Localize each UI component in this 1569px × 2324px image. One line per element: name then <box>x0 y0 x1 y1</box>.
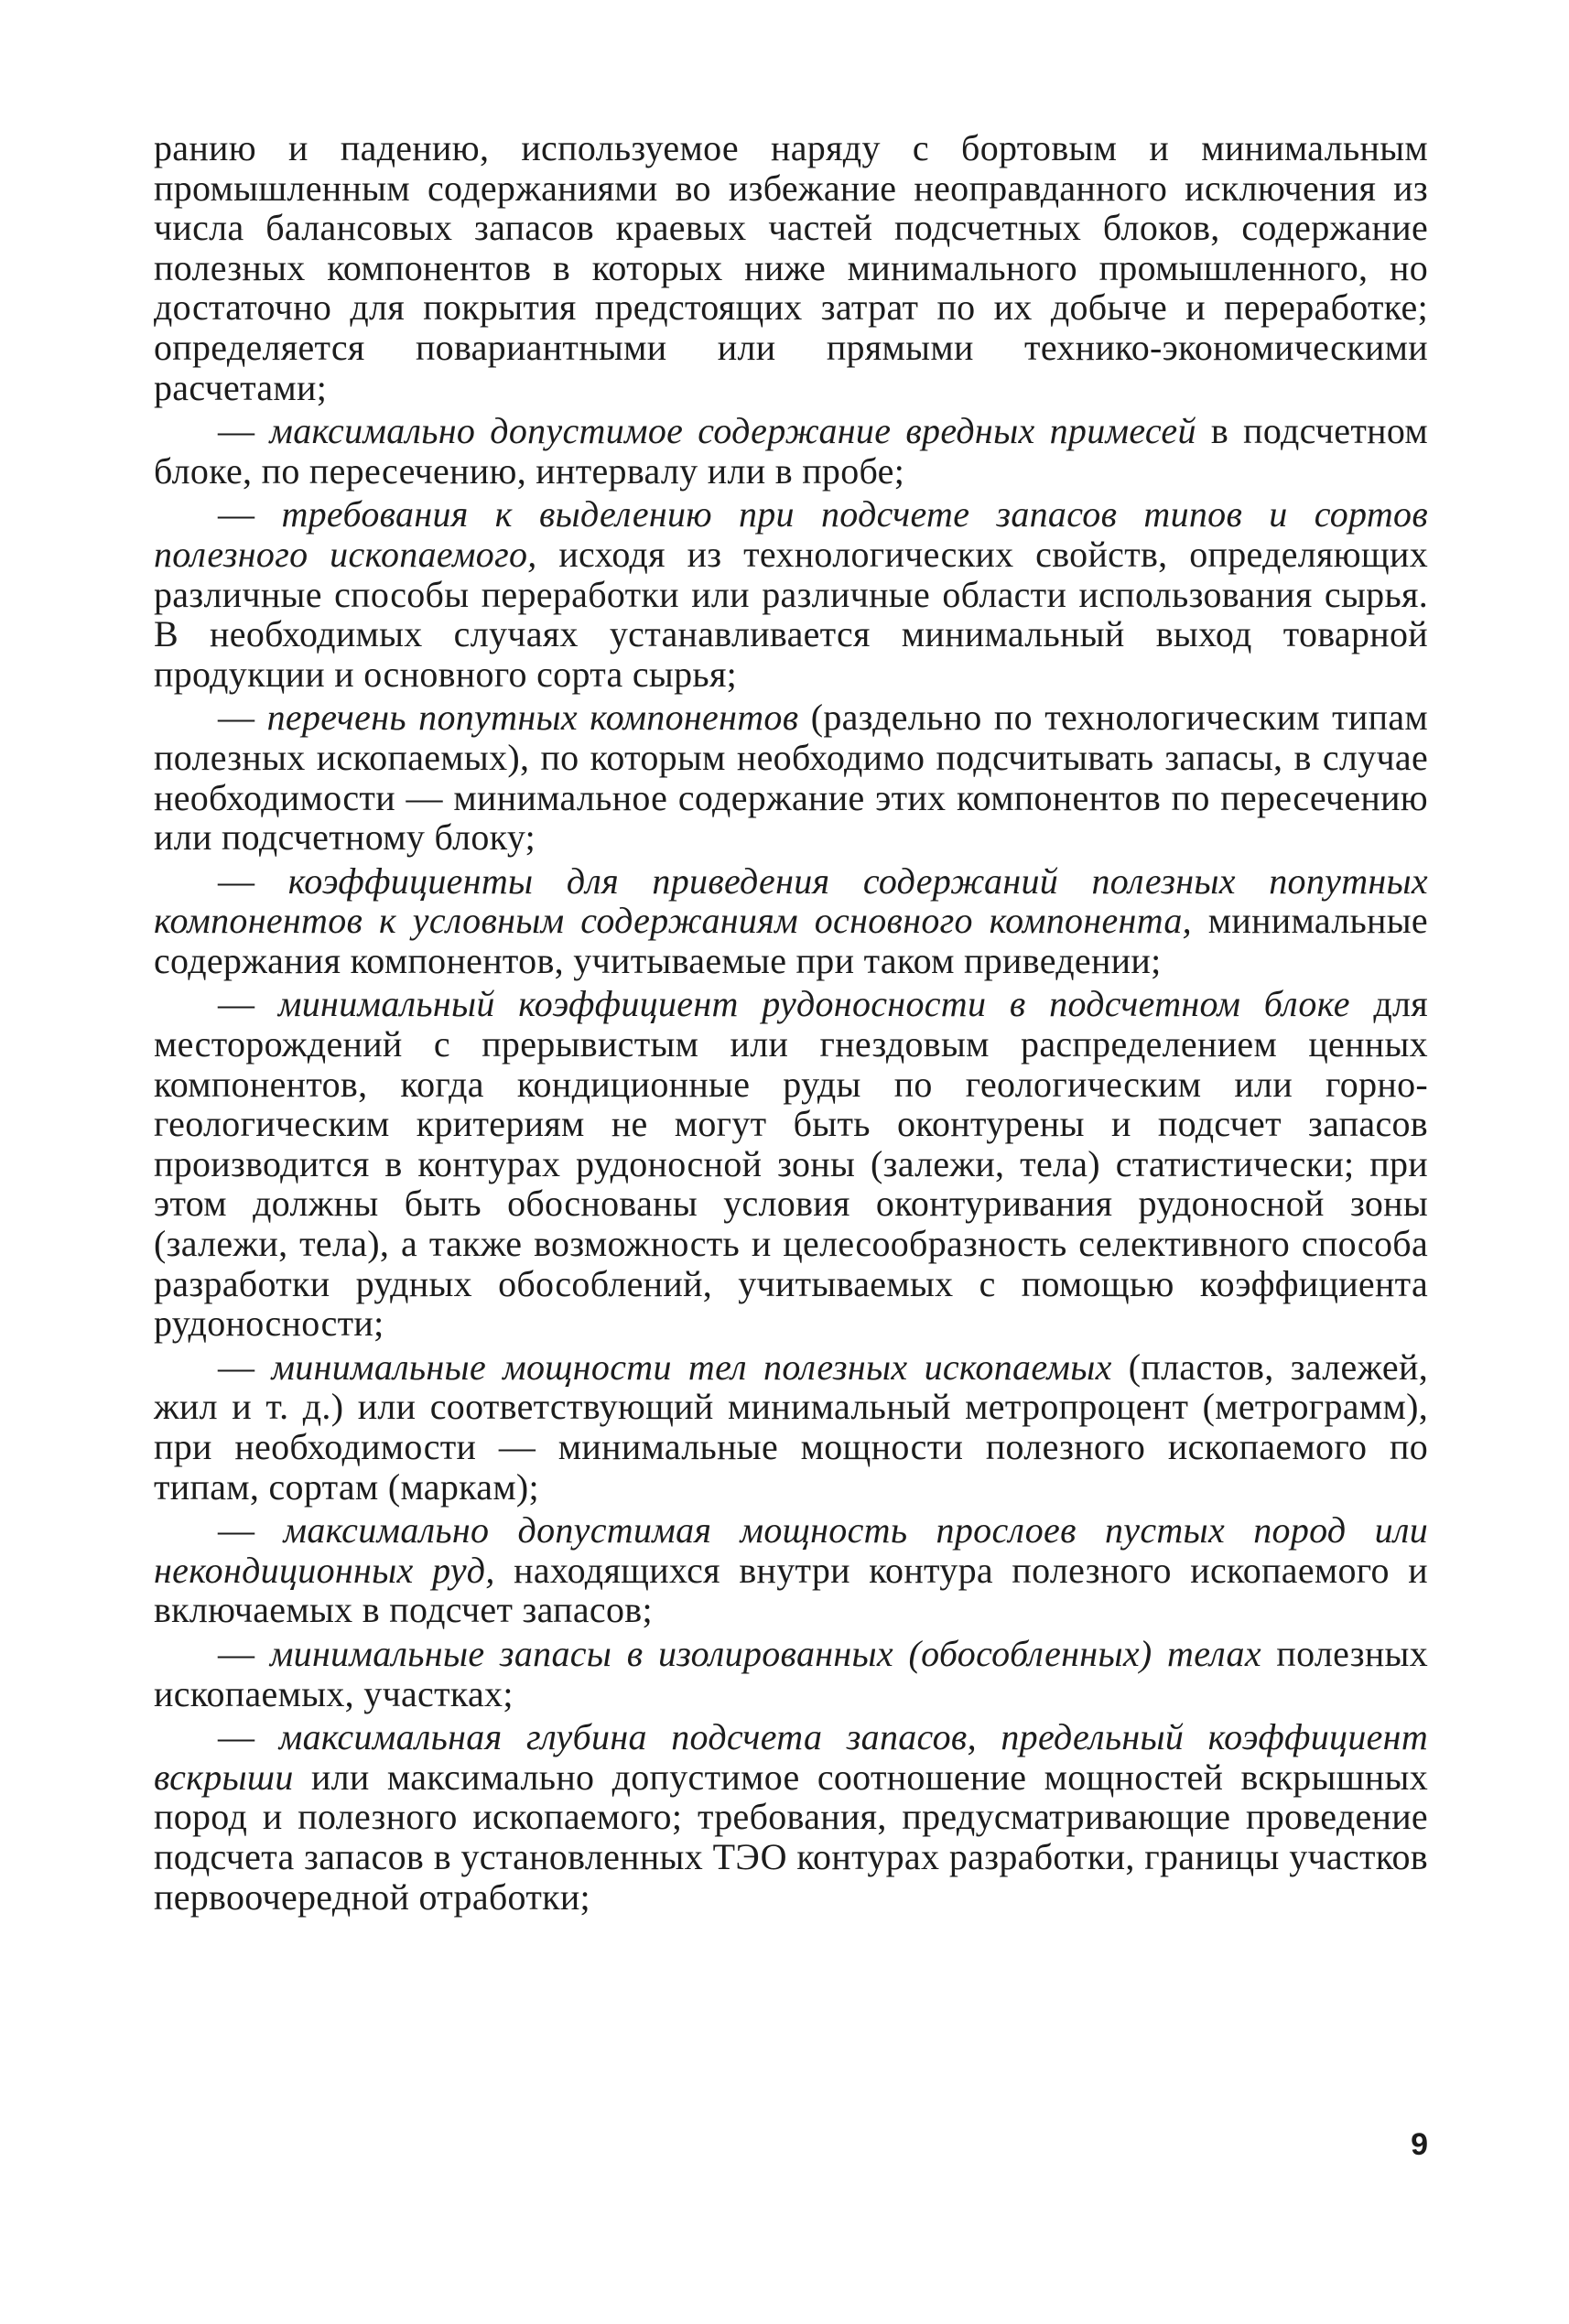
paragraph-text: исходя из технологических свойств, определяющих различные способы переработки или различные области использования сырья. В необходимых случаях устанавливается минимальный выход товарной продукции и основного сорта сырья; <box>154 533 1428 695</box>
term-max-depth-stripping-ratio: максимальная глубина подсчета запасов, предельный коэффициент вскрыши <box>154 1716 1429 1798</box>
page-body <box>154 128 1428 1917</box>
paragraph-text: для месторождений с прерывистым или гнездовым распределением ценных компонентов, когда кондиционные руды по геологическим или горно-геологическим критериям не могут быть оконтурены и подсчет запасов производится в контурах рудоносной зоны (залежи, тела) статистически; при этом должны быть обоснованы условия оконтуривания рудоносной зоны (залежи, тела), а также возможность и целесообразность селективного способа разработки рудных обособлений, учитываемых с помощью коэффициента рудоносности; <box>154 983 1429 1345</box>
dash-lead: — <box>218 1632 270 1674</box>
paragraph-text: находящихся внутри контура полезного ископаемого и включаемых в подсчет запасов; <box>154 1549 1428 1631</box>
paragraph-text: полезных ископаемых, участках; <box>154 1632 1429 1714</box>
paragraph-10 <box>154 1717 1428 1917</box>
term-minimal-thickness: минимальные мощности тел полезных ископаемых <box>271 1346 1112 1388</box>
paragraph-8 <box>154 1510 1428 1630</box>
paragraph-text: в подсчетном блоке, по пересечению, интервалу или в пробе; <box>154 410 1428 492</box>
term-ore-bearing-coefficient: минимальный коэффициент рудоносности в подсчетном блоке <box>277 983 1350 1025</box>
paragraph-2 <box>154 411 1428 491</box>
term-conversion-coefficients: коэффициенты для приведения содержаний полезных попутных компонентов к условным содержаниям основного компонента, <box>154 859 1428 942</box>
dash-lead: — <box>218 697 267 739</box>
page-number: 9 <box>1411 2127 1428 2162</box>
paragraph-9 <box>154 1634 1428 1713</box>
dash-lead: — <box>218 983 278 1025</box>
paragraph-6 <box>154 984 1428 1343</box>
term-isolated-bodies-reserves: минимальные запасы в изолированных (обособленных) телах <box>269 1632 1261 1674</box>
dash-lead: — <box>218 1716 279 1758</box>
dash-lead: — <box>218 410 270 452</box>
paragraph-7 <box>154 1347 1428 1507</box>
paragraph-5 <box>154 861 1428 981</box>
paragraph-text: (раздельно по технологическим типам полезных ископаемых), по которым необходимо подсчитывать запасы, в случае необходимости — минимальное содержание этих компонентов по пересечению или подсчетному блоку; <box>154 697 1428 859</box>
dash-lead: — <box>218 1509 284 1551</box>
dash-lead: — <box>218 859 288 902</box>
paragraph-text: минимальные содержания компонентов, учитываемые при таком приведении; <box>154 900 1428 981</box>
dash-lead: — <box>218 493 282 535</box>
paragraph-text: или максимально допустимое соотношение мощностей вскрышных пород и полезного ископаемого; требования, предусматривающие проведение подсчета запасов в установленных ТЭО контурах разработки, границы участков первоочередной отработки; <box>154 1756 1428 1918</box>
paragraph-4 <box>154 697 1428 857</box>
term-interlayer-thickness: максимально допустимая мощность прослоев пустых пород или некондиционных руд, <box>154 1509 1428 1591</box>
term-types-and-grades: требования к выделению при подсчете запасов типов и сортов полезного ископаемого, <box>154 493 1428 575</box>
dash-lead: — <box>218 1346 272 1388</box>
paragraph-text: (пластов, залежей, жил и т. д.) или соответствующий минимальный метропроцент (метрограмм), при необходимости — минимальные мощности полезного ископаемого по типам, сортам (маркам); <box>154 1346 1428 1508</box>
paragraph-1 <box>154 128 1428 407</box>
paragraph-text: ранию и падению, используемое наряду с бортовым и минимальным промышленным содержаниями во избежание неоправданного исключения из числа балансовых запасов краевых частей подсчетных блоков, содержание полезных компонентов в которых ниже минимального промышленного, но достаточно для покрытия предстоящих затрат по их добыче и переработке; определяется повариантными или прямыми технико-экономическими расчетами; <box>154 127 1428 408</box>
paragraph-3 <box>154 494 1428 694</box>
term-harmful-impurities: максимально допустимое содержание вредных примесей <box>269 410 1196 452</box>
term-associated-components: перечень попутных компонентов <box>266 697 799 739</box>
